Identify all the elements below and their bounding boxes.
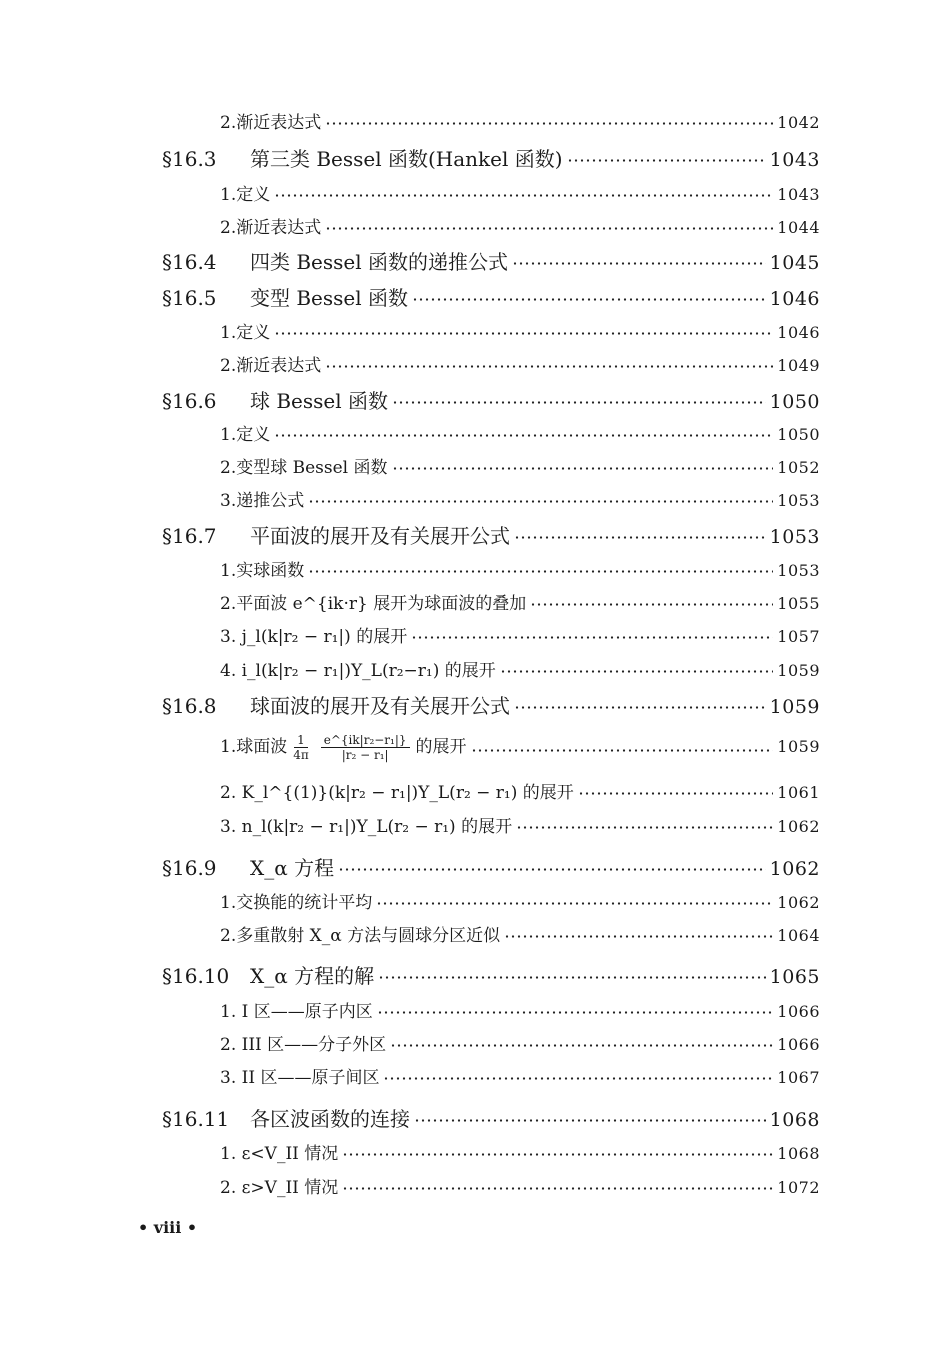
entry-title: 第三类 Bessel 函数(Hankel 函数) <box>250 147 563 171</box>
toc-subsection-entry <box>220 453 820 478</box>
entry-title: 1. I 区——原子内区 <box>220 1002 373 1022</box>
entry-title: 1.实球函数 <box>220 561 305 581</box>
toc-section-entry <box>162 690 820 719</box>
toc-subsection-entry <box>220 656 820 681</box>
toc-section-entry <box>162 143 820 172</box>
toc-subsection-entry <box>220 622 820 647</box>
entry-page-number: 1066 <box>777 1035 820 1054</box>
entry-title: 2.变型球 Bessel 函数 <box>220 458 388 478</box>
toc-section-entry <box>162 282 820 311</box>
toc-subsection-entry <box>220 921 820 946</box>
entry-page-number: 1053 <box>777 561 820 580</box>
entry-page-number: 1052 <box>777 458 820 477</box>
entry-page-number: 1059 <box>769 696 820 718</box>
dot-leader <box>274 434 773 437</box>
toc-section-entry <box>162 960 820 989</box>
entry-page-number: 1066 <box>777 1002 820 1021</box>
entry-page-number: 1055 <box>777 594 820 613</box>
entry-page-number: 1068 <box>769 1109 820 1131</box>
entry-title: 2. III 区——分子外区 <box>220 1035 387 1055</box>
section-number: §16.9 <box>162 856 217 880</box>
section-number: §16.6 <box>162 389 217 413</box>
entry-page-number: 1042 <box>777 113 820 132</box>
toc-section-entry <box>162 1103 820 1132</box>
entry-page-number: 1062 <box>777 817 820 836</box>
entry-title: 变型 Bessel 函数 <box>250 286 409 310</box>
dot-leader <box>500 670 774 673</box>
entry-page-number: 1065 <box>769 966 820 988</box>
toc-subsection-entry <box>220 778 820 803</box>
toc-subsection-entry <box>220 1139 820 1164</box>
entry-page-number: 1046 <box>769 288 820 310</box>
toc-subsection-entry <box>220 1030 820 1055</box>
entry-title-prefix: 1.球面波 <box>220 737 288 757</box>
entry-title: 球面波的展开及有关展开公式 <box>250 694 510 718</box>
section-number: §16.10 <box>162 964 230 988</box>
dot-leader <box>325 365 773 368</box>
entry-title: 1.定义 <box>220 185 271 205</box>
section-number: §16.11 <box>162 1107 230 1131</box>
dot-leader <box>471 749 774 752</box>
section-number: §16.7 <box>162 524 217 548</box>
dot-leader <box>274 194 773 197</box>
entry-title: 2.多重散射 X_α 方法与圆球分区近似 <box>220 926 501 946</box>
entry-page-number: 1061 <box>777 783 820 802</box>
section-number: §16.8 <box>162 694 217 718</box>
entry-title: 2.渐近表达式 <box>220 113 322 133</box>
fraction-denominator: |r₂ − r₁| <box>341 748 389 762</box>
entry-title: 1.交换能的统计平均 <box>220 893 373 913</box>
entry-title: 平面波的展开及有关展开公式 <box>250 524 510 548</box>
toc-subsection-entry <box>220 180 820 205</box>
dot-leader <box>414 1119 766 1122</box>
entry-title: X_α 方程 <box>250 856 335 880</box>
entry-title: 2.平面波 e^{ik·r} 展开为球面波的叠加 <box>220 594 527 614</box>
toc-subsection-entry <box>220 997 820 1022</box>
dot-leader <box>377 1011 774 1014</box>
fraction-numerator: e^{ik|r₂−r₁|} <box>321 733 410 748</box>
entry-page-number: 1057 <box>777 627 820 646</box>
entry-title: 3. n_l(k|r₂ − r₁|)Y_L(r₂ − r₁) 的展开 <box>220 817 513 837</box>
entry-page-number: 1049 <box>777 356 820 375</box>
entry-page-number: 1050 <box>777 425 820 444</box>
fraction <box>321 733 410 763</box>
entry-title-suffix: 的展开 <box>415 737 467 757</box>
entry-page-number: 1062 <box>769 858 820 880</box>
toc-section-entry <box>162 246 820 275</box>
fraction-numerator: 1 <box>294 733 308 748</box>
entry-title: 1. ε<V_II 情况 <box>220 1144 339 1164</box>
dot-leader <box>378 976 766 979</box>
dot-leader <box>390 1044 773 1047</box>
entry-title: 2. ε>V_II 情况 <box>220 1178 339 1198</box>
dot-leader <box>392 401 766 404</box>
dot-leader <box>392 467 774 470</box>
fraction <box>293 733 309 763</box>
entry-title <box>220 732 467 762</box>
entry-title: 3. II 区——原子间区 <box>220 1068 380 1088</box>
entry-title: 2.渐近表达式 <box>220 218 322 238</box>
entry-page-number: 1053 <box>769 526 820 548</box>
page-number-footer: • viii • <box>138 1218 198 1237</box>
toc-subsection-entry <box>220 1173 820 1198</box>
entry-page-number: 1068 <box>777 1144 820 1163</box>
entry-title: 四类 Bessel 函数的递推公式 <box>250 250 509 274</box>
dot-leader <box>514 706 766 709</box>
entry-title: 球 Bessel 函数 <box>250 389 389 413</box>
dot-leader <box>383 1077 773 1080</box>
entry-title: 1.定义 <box>220 425 271 445</box>
dot-leader <box>308 570 773 573</box>
entry-title: 2.渐近表达式 <box>220 356 322 376</box>
entry-page-number: 1044 <box>777 218 820 237</box>
dot-leader <box>325 227 773 230</box>
dot-leader <box>342 1187 773 1190</box>
dot-leader <box>411 636 773 639</box>
toc-subsection-entry <box>220 812 820 837</box>
entry-title: 1.定义 <box>220 323 271 343</box>
entry-page-number: 1045 <box>769 252 820 274</box>
entry-title: 2. K_l^{(1)}(k|r₂ − r₁|)Y_L(r₂ − r₁) 的展开 <box>220 783 574 803</box>
dot-leader <box>376 902 773 905</box>
dot-leader <box>514 536 766 539</box>
toc-subsection-entry <box>220 888 820 913</box>
toc-subsection-entry <box>220 589 820 614</box>
dot-leader <box>512 262 766 265</box>
dot-leader <box>504 935 773 938</box>
toc-subsection-entry <box>220 351 820 376</box>
toc-section-entry <box>162 852 820 881</box>
dot-leader <box>412 298 766 301</box>
dot-leader <box>274 332 773 335</box>
entry-title: 3.递推公式 <box>220 491 305 511</box>
toc-section-entry <box>162 520 820 549</box>
entry-title: X_α 方程的解 <box>250 964 375 988</box>
dot-leader <box>567 159 766 162</box>
entry-page-number: 1064 <box>777 926 820 945</box>
dot-leader <box>530 603 773 606</box>
dot-leader <box>578 792 773 795</box>
entry-page-number: 1072 <box>777 1178 820 1197</box>
toc-subsection-entry <box>220 732 820 762</box>
toc-subsection-entry <box>220 420 820 445</box>
entry-title: 各区波函数的连接 <box>250 1107 410 1131</box>
toc-subsection-entry <box>220 1063 820 1088</box>
entry-title: 3. j_l(k|r₂ − r₁|) 的展开 <box>220 627 408 647</box>
toc-subsection-entry <box>220 108 820 133</box>
section-number: §16.5 <box>162 286 217 310</box>
section-number: §16.3 <box>162 147 217 171</box>
entry-page-number: 1059 <box>777 737 820 756</box>
fraction-denominator: 4π <box>293 748 309 762</box>
dot-leader <box>342 1153 773 1156</box>
toc-subsection-entry <box>220 318 820 343</box>
entry-page-number: 1067 <box>777 1068 820 1087</box>
dot-leader <box>325 122 773 125</box>
entry-page-number: 1043 <box>777 185 820 204</box>
entry-page-number: 1059 <box>777 661 820 680</box>
dot-leader <box>338 868 766 871</box>
dot-leader <box>516 826 773 829</box>
section-number: §16.4 <box>162 250 217 274</box>
toc-subsection-entry <box>220 213 820 238</box>
entry-page-number: 1062 <box>777 893 820 912</box>
entry-page-number: 1053 <box>777 491 820 510</box>
toc-subsection-entry <box>220 486 820 511</box>
entry-page-number: 1046 <box>777 323 820 342</box>
toc-subsection-entry <box>220 556 820 581</box>
entry-page-number: 1050 <box>769 391 820 413</box>
toc-section-entry <box>162 385 820 414</box>
entry-page-number: 1043 <box>769 149 820 171</box>
dot-leader <box>308 500 773 503</box>
entry-title: 4. i_l(k|r₂ − r₁|)Y_L(r₂−r₁) 的展开 <box>220 661 496 681</box>
